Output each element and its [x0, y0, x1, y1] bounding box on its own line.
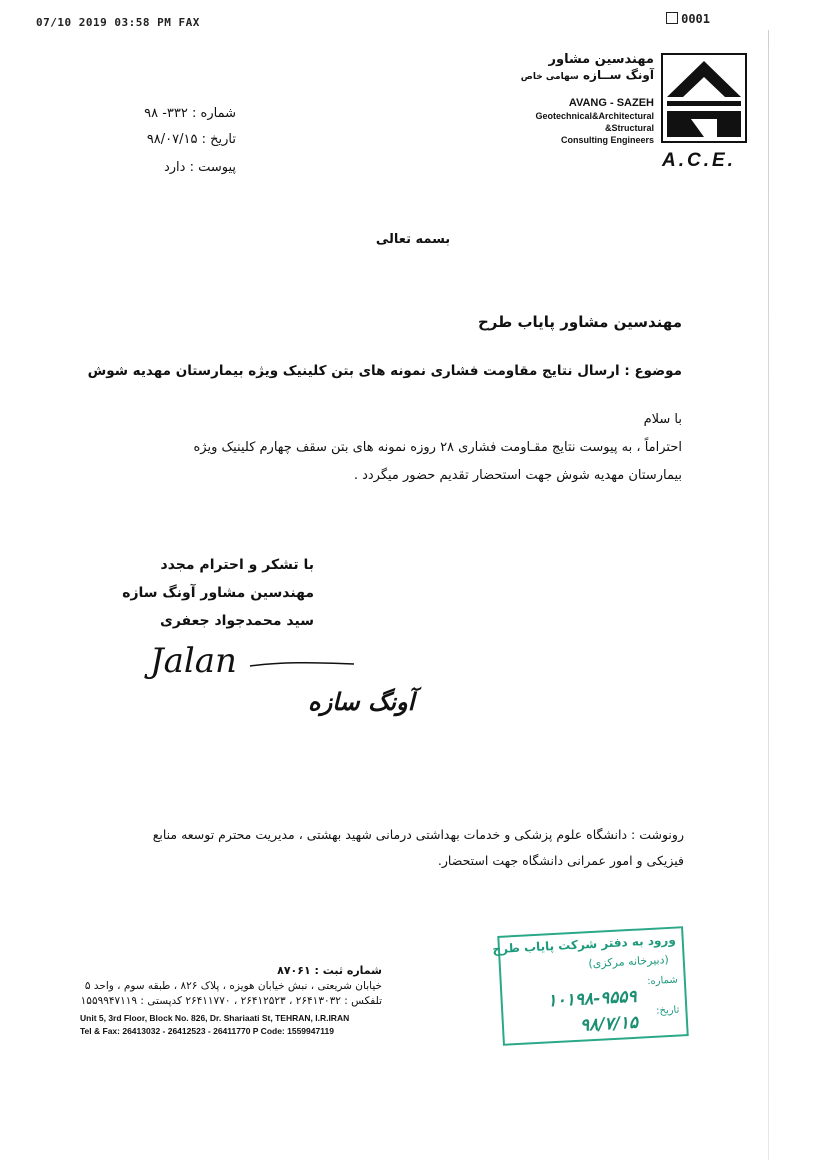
- cc-line2: فیزیکی و امور عمرانی دانشگاه جهت استحضار.: [437, 853, 684, 868]
- stamp-number-value: ۱۰۱۹۸-۹۵۵۹: [546, 986, 638, 1012]
- company-type: سهامی خاص: [520, 72, 579, 82]
- company-desc-line1: Geotechnical&Architectural: [535, 111, 654, 121]
- company-name-fa-line2: [520, 68, 654, 82]
- footer-address-fa: خیابان شریعتی ، نبش خیابان هویزه ، پلاک ۸۲۶ ، طبقه سوم ، واحد ۵: [84, 980, 382, 992]
- footer-phones-en: Tel & Fax: 26413032 - 26412523 - 26411770 P Code: 1559947119: [80, 1026, 334, 1036]
- company-name-fa: آونگ ســازه: [582, 68, 654, 82]
- stamp-date-value: ۹۸/۷/۱۵: [579, 1012, 639, 1036]
- letter-number: [144, 106, 236, 121]
- date-label: تاریخ :: [201, 132, 236, 147]
- handwritten-signature: [140, 632, 415, 722]
- letter-body-line2: بیمارستان مهدیه شوش جهت استحضار تقدیم حضور میگردد .: [353, 468, 682, 483]
- fax-page-number: [666, 12, 710, 26]
- letter-greeting: با سلام: [643, 412, 682, 427]
- fax-page-value: 0001: [681, 12, 710, 26]
- letter-heading: بسمه تعالی: [375, 232, 451, 247]
- attachment-value: دارد: [163, 160, 186, 175]
- signature-closing: با تشکر و احترام مجدد: [160, 557, 314, 573]
- stamp-number-label: شماره:: [646, 974, 679, 988]
- stamp-subtitle: (دبیرخانه مرکزی): [588, 953, 670, 971]
- stamp-title: ورود به دفتر شرکت پایاب طرح: [492, 932, 677, 957]
- company-name-fa-line1: مهندسین مشاور: [548, 52, 654, 67]
- company-stamp-handwriting: آونگ سازه: [308, 688, 415, 716]
- company-logo-icon: [661, 53, 747, 143]
- company-desc-en: [500, 110, 654, 146]
- letter-date: [147, 132, 236, 147]
- letter-subject: موضوع : ارسال نتایج مقاومت فشاری نمونه های بتن کلینیک ویژه بیمارستان مهدیه شوش: [87, 363, 682, 379]
- footer-reg-number: شماره ثبت : ۸۷۰۶۱: [277, 964, 382, 977]
- page-box-icon: [666, 12, 678, 24]
- signature-name: سید محمدجواد جعفری: [159, 613, 314, 629]
- cc-line1: رونوشت : دانشگاه علوم پزشکی و خدمات بهداشتی درمانی شهید بهشتی ، مدیریت محترم توسعه منابع: [152, 827, 684, 842]
- company-abbr: A.C.E.: [662, 150, 736, 171]
- letter-recipient: مهندسین مشاور پایاب طرح: [477, 313, 682, 331]
- letter-attachment: [164, 160, 236, 175]
- number-value: ۳۳۲- ۹۸: [144, 106, 188, 121]
- company-desc-line2: &Structural: [604, 123, 654, 133]
- letter-body-line1: احتراماً ، به پیوست نتایج مقـاومت فشاری ۲۸ روزه نمونه های بتن سقف چهارم کلینیک ویژه: [193, 440, 682, 455]
- company-desc-line3: Consulting Engineers: [560, 135, 654, 145]
- signature-scribble: Jalan: [150, 641, 237, 681]
- fax-header: 07/10 2019 03:58 PM FAX: [36, 16, 200, 29]
- attachment-label: پیوست :: [189, 160, 236, 175]
- number-label: شماره :: [192, 106, 236, 121]
- scan-edge-line: [768, 30, 769, 1160]
- company-name-en: AVANG - SAZEH: [568, 97, 654, 109]
- receipt-stamp: [492, 926, 689, 1046]
- signature-org: مهندسین مشاور آونگ سازه: [122, 585, 314, 601]
- stamp-date-label: تاریخ:: [655, 1004, 680, 1017]
- date-value: ۹۸/۰۷/۱۵: [146, 132, 198, 147]
- footer-phones-fa: تلفکس : ۲۶۴۱۳۰۳۲ ، ۲۶۴۱۲۵۲۳ ، ۲۶۴۱۱۷۷۰ کدپستی : ۱۵۵۹۹۴۷۱۱۹: [80, 995, 382, 1007]
- footer-address-en: Unit 5, 3rd Floor, Block No. 826, Dr. Shariaati St, TEHRAN, I.R.IRAN: [80, 1013, 350, 1023]
